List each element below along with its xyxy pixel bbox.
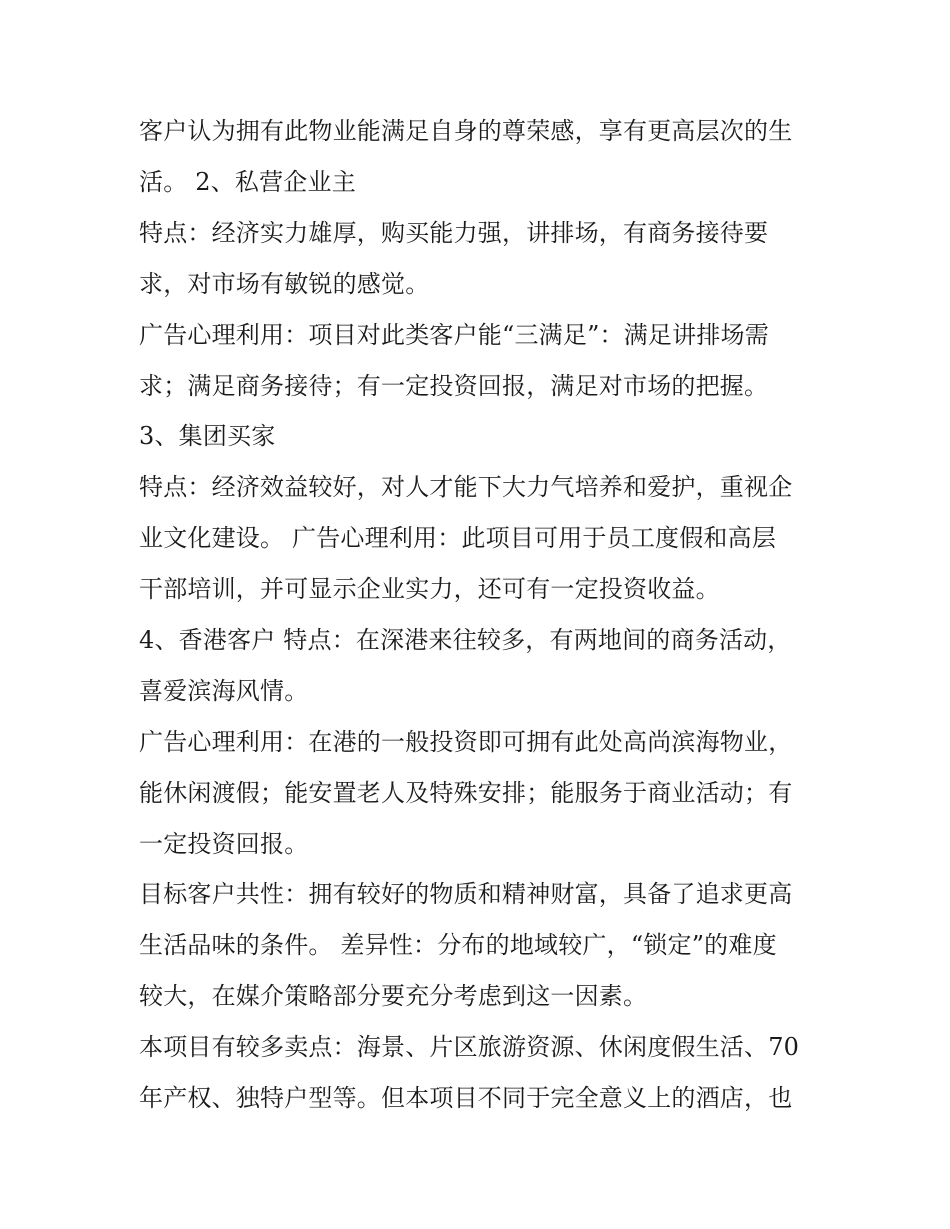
text-line: 本项目有较多卖点：海景、片区旅游资源、休闲度假生活、70: [139, 1033, 800, 1061]
text-line: 业文化建设。 广告心理利用：此项目可用于员工度假和高层: [139, 524, 777, 552]
text-line: 特点：经济实力雄厚，购买能力强，讲排场，有商务接待要: [139, 219, 769, 247]
text-line: 客户认为拥有此物业能满足自身的尊荣感，享有更高层次的生: [139, 117, 793, 145]
text-line: 活。 2、私营企业主: [139, 168, 356, 196]
text-line: 特点：经济效益较好，对人才能下大力气培养和爱护，重视企: [139, 473, 793, 501]
text-line: 4、香港客户 特点：在深港来往较多，有两地间的商务活动，: [139, 626, 792, 654]
text-line: 广告心理利用：项目对此类客户能“三满足”：满足讲排场需: [139, 321, 769, 349]
section-heading: 3、集团买家: [139, 422, 276, 450]
text-line: 能休闲渡假；能安置老人及特殊安排；能服务于商业活动；有: [139, 779, 793, 807]
text-line: 一定投资回报。: [139, 830, 309, 858]
text-line: 干部培训，并可显示企业实力，还可有一定投资收益。: [139, 575, 720, 603]
text-line: 喜爱滨海风情。: [139, 677, 309, 705]
text-line: 求；满足商务接待；有一定投资回报，满足对市场的把握。: [139, 372, 769, 400]
text-line: 生活品味的条件。 差异性：分布的地域较广，“锁定”的难度: [139, 931, 777, 959]
text-line: 较大，在媒介策略部分要充分考虑到这一因素。: [139, 982, 648, 1010]
text-line: 广告心理利用：在港的一般投资即可拥有此处高尚滨海物业，: [139, 728, 793, 756]
text-line: 求，对市场有敏锐的感觉。: [139, 270, 430, 298]
text-line: 年产权、独特户型等。但本项目不同于完全意义上的酒店，也: [139, 1084, 793, 1112]
text-line: 目标客户共性：拥有较好的物质和精神财富，具备了追求更高: [139, 880, 793, 908]
